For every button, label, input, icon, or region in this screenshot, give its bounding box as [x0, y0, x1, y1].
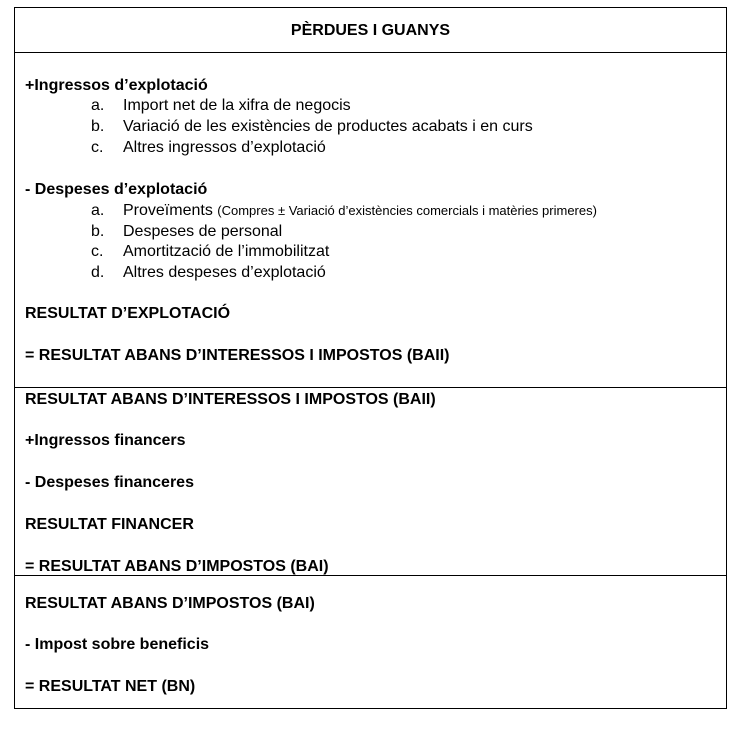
- list-item: [123, 201, 597, 221]
- ebit-result: = RESULTAT ABANS D’INTERESSOS I IMPOSTOS (BAII): [25, 347, 450, 364]
- net-result: = RESULTAT NET (BN): [25, 678, 196, 695]
- list-marker: b.: [91, 118, 105, 135]
- section-divider: [15, 575, 726, 576]
- operating-expenses-heading: - Despeses d’explotació: [25, 181, 208, 198]
- list-item-text: Proveïments: [123, 202, 213, 219]
- header-divider: [15, 52, 726, 53]
- list-item: Import net de la xifra de negocis: [123, 97, 351, 114]
- list-item: Amortització de l’immobilitzat: [123, 243, 330, 260]
- list-item: Despeses de personal: [123, 223, 283, 240]
- list-item-note: (Compres ± Variació d’existències comercials i matèries primeres): [217, 203, 597, 218]
- list-marker: a.: [91, 202, 105, 219]
- list-marker: c.: [91, 139, 104, 156]
- list-item: Variació de les existències de productes acabats i en curs: [123, 118, 533, 135]
- table-title: PÈRDUES I GUANYS: [290, 22, 451, 39]
- financial-result: RESULTAT FINANCER: [25, 516, 194, 533]
- list-item: Altres ingressos d’explotació: [123, 139, 326, 156]
- financial-expenses: - Despeses financeres: [25, 474, 194, 491]
- profit-loss-table: [14, 7, 727, 709]
- ebit-heading: RESULTAT ABANS D’INTERESSOS I IMPOSTOS (BAII): [25, 391, 436, 408]
- list-marker: d.: [91, 264, 105, 281]
- list-marker: a.: [91, 97, 105, 114]
- operating-income-heading: +Ingressos d’explotació: [25, 77, 208, 94]
- ebt-heading: RESULTAT ABANS D’IMPOSTOS (BAI): [25, 595, 315, 612]
- section-divider: [15, 387, 726, 388]
- list-marker: b.: [91, 223, 105, 240]
- list-item: Altres despeses d’explotació: [123, 264, 326, 281]
- operating-result: RESULTAT D’EXPLOTACIÓ: [25, 305, 231, 322]
- financial-income: +Ingressos financers: [25, 432, 186, 449]
- income-tax: - Impost sobre beneficis: [25, 636, 210, 653]
- list-marker: c.: [91, 243, 104, 260]
- ebt-result: = RESULTAT ABANS D’IMPOSTOS (BAI): [25, 558, 329, 575]
